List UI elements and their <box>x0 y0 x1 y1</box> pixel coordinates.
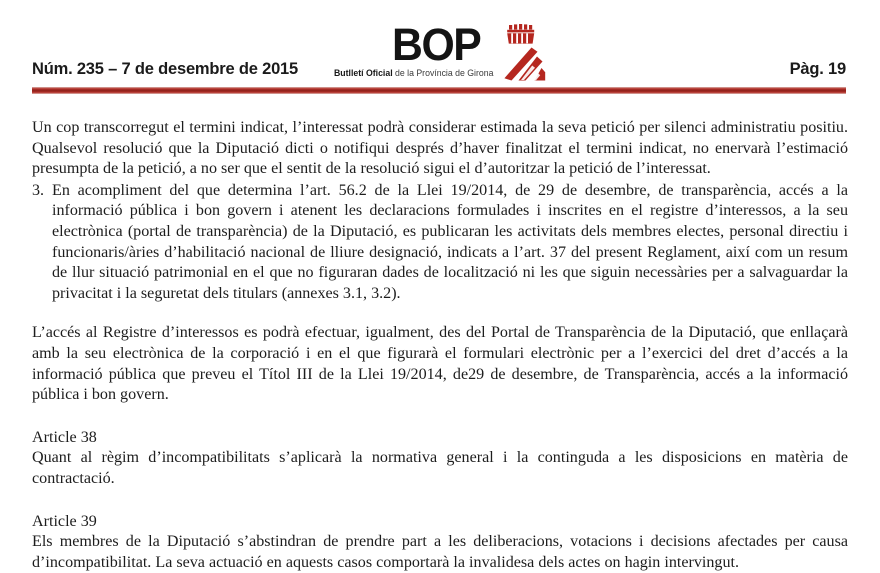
numbered-item-3-text: En acompliment del que determina l’art. 56.2 de la Llei 19/2014, de 29 de desembre, de transparència, accés a la informació pública i bon govern i atenent les declaracions formulades i inscrites en el registre d’interessos, a la seu electrònica (portal de transparència) de la Diputació, es publicaran les activitats dels membres electes, personal directiu i funcionaris/àries d’habilitació nacional de lliure designació, indicats a l’art. 37 del present Reglament, així com un resum de llur situació patrimonial en el que no figuraran dades de localització ni les que siguin necessàries per a salvaguardar la privacitat i la seguretat dels titulars (annexes 3.1, 3.2). <box>52 181 848 302</box>
bop-tagline <box>334 68 493 78</box>
article-39-heading: Article 39 <box>32 512 97 530</box>
bop-tagline-rest: de la Província de Girona <box>392 67 494 78</box>
article-38-heading: Article 38 <box>32 428 97 446</box>
numbered-item-3 <box>32 181 848 305</box>
document-body <box>32 118 848 573</box>
article-38-text: Quant al règim d’incompatibilitats s’aplicarà la normativa general i la continguda a les disposicions en matèria de contractació. <box>32 449 848 487</box>
bop-logo <box>333 19 553 84</box>
girona-crown-emblem <box>501 23 547 83</box>
issue-number-and-date: Núm. 235 – 7 de desembre de 2015 <box>32 60 298 78</box>
bop-tagline-bold: Butlletí Oficial <box>334 67 393 78</box>
bop-wordmark: BOP <box>392 19 481 70</box>
numbered-item-3-marker: 3. <box>32 181 45 199</box>
article-39-text: Els membres de la Diputació s’abstindran de prendre part a les deliberacions, votacions i decisions afectades per causa d’incompatibilitat. La seva actuació en aquests casos comportarà la invalidesa dels actes on hagin intervingut. <box>32 533 848 571</box>
masthead <box>0 0 880 92</box>
page-number: Pàg. 19 <box>789 60 846 78</box>
paragraph-intro: Un cop transcorregut el termini indicat, l’interessat podrà considerar estimada la seva petició per silenci administratiu positiu. Qualsevol resolució que la Diputació dicti o notifiqui després d’haver finalitzat el termini indicat, no enervarà l’estimació presumpta de la petició, a no ser que el sentit de la resolució sigui el d’autoritzar la petició de l’interessat. <box>32 119 848 178</box>
spacer <box>32 490 848 512</box>
spacer <box>32 406 848 428</box>
spacer <box>32 304 848 323</box>
masthead-red-rule <box>32 87 846 94</box>
paragraph-registre-interessos: L’accés al Registre d’interessos es podrà efectuar, igualment, des del Portal de Transparència de la Diputació, que enllaçarà amb la seu electrònica de la corporació i en el que figurarà el formulari electrònic per a l’exercici del dret d’accés a la informació pública que preveu el Títol III de la Llei 19/2014, de29 de desembre, de Transparència, accés a la informació pública i bon govern. <box>32 324 848 404</box>
